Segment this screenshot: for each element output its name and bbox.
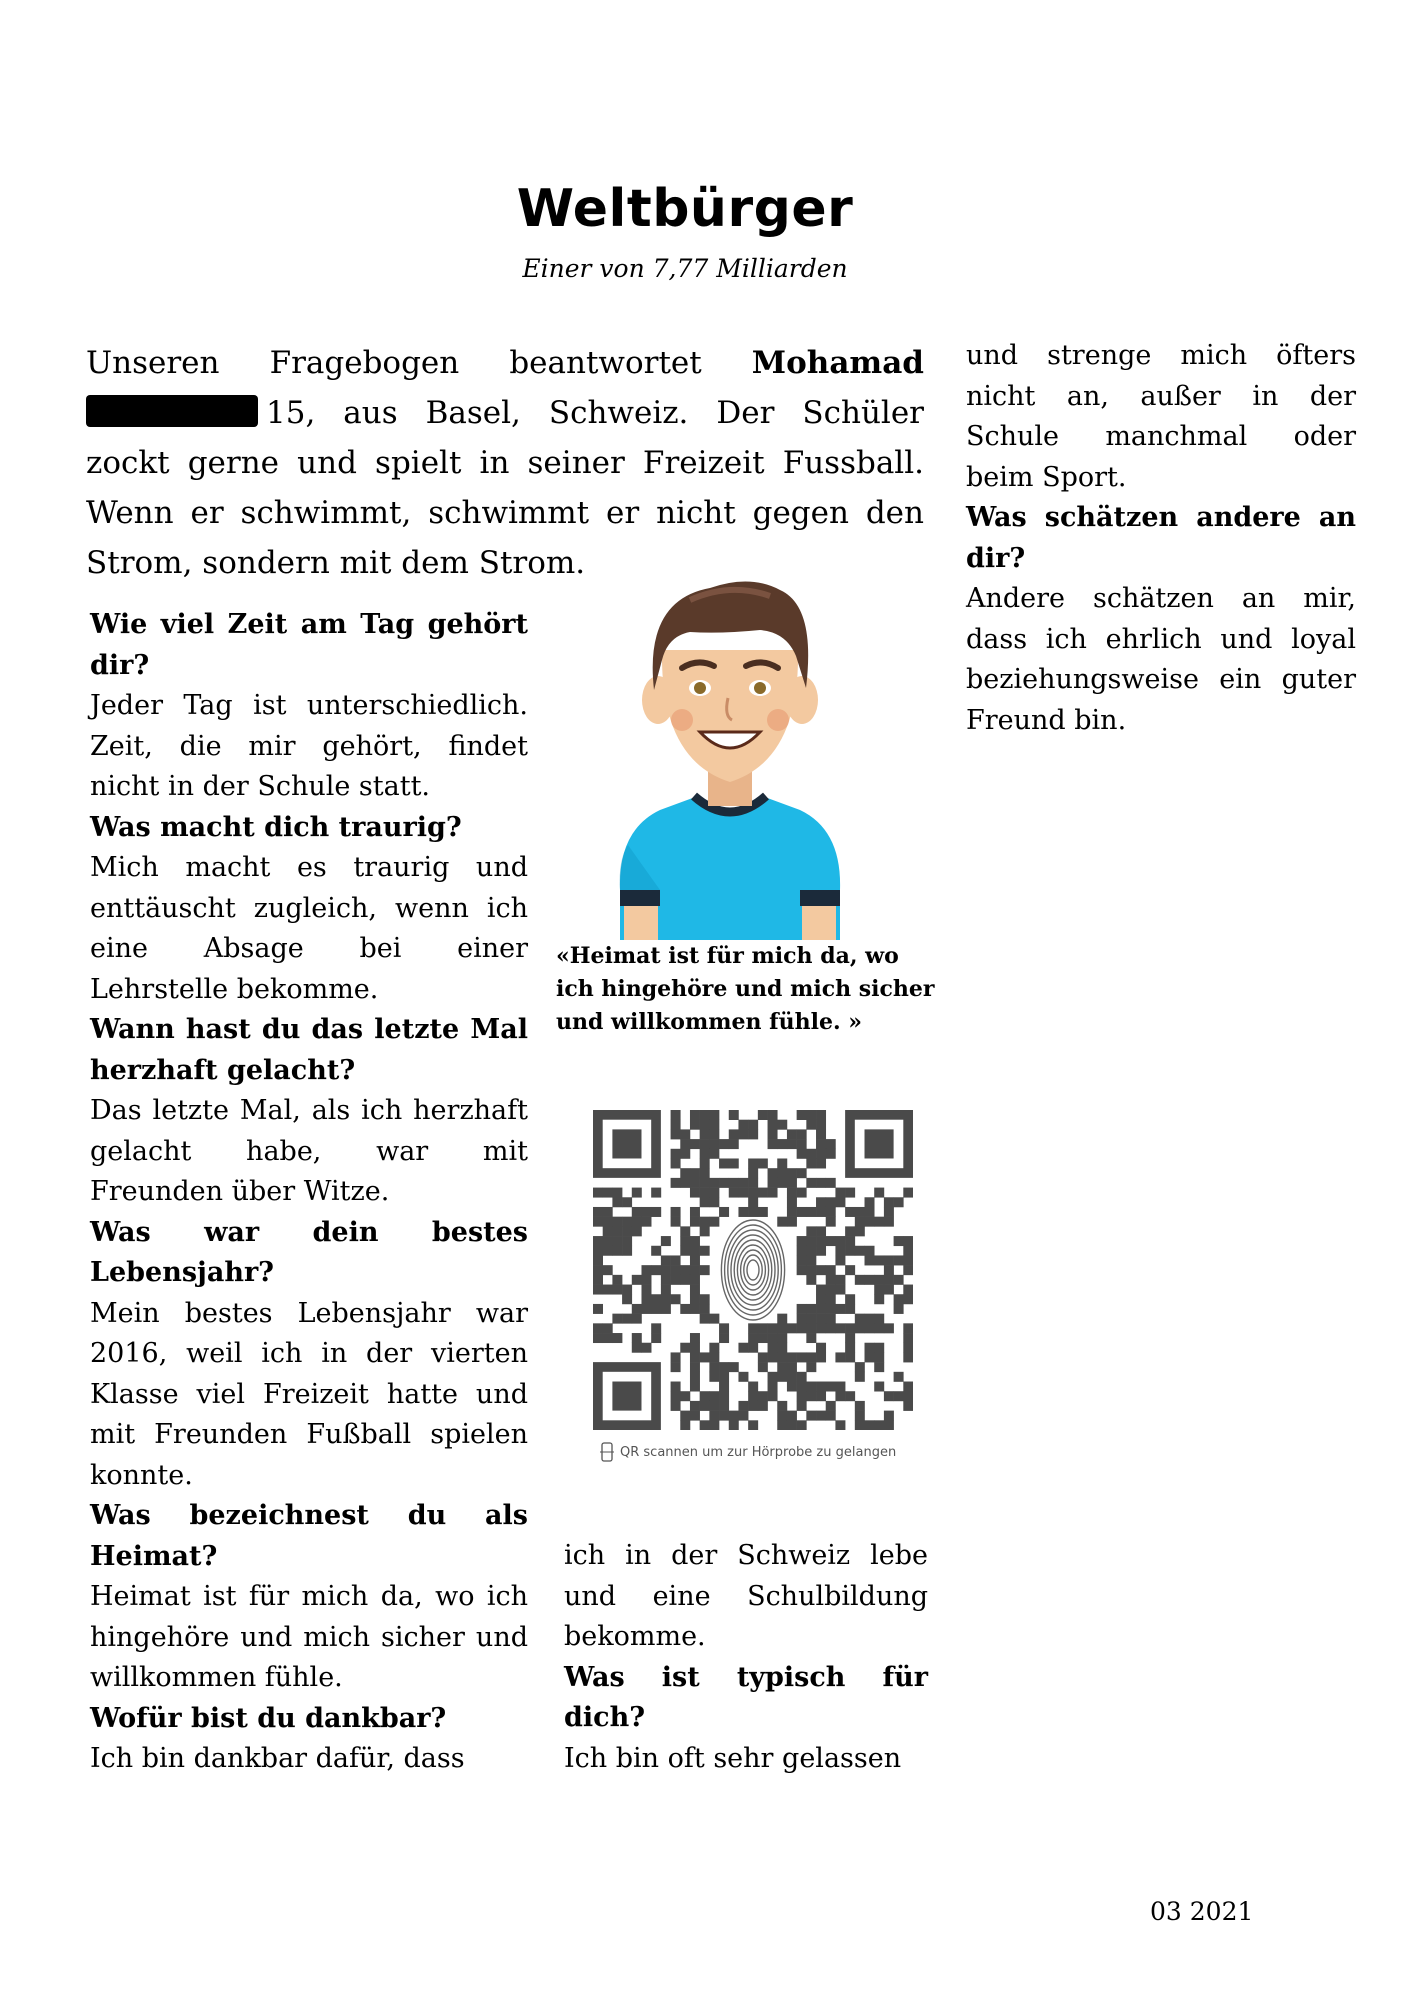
intro-lead: Unseren Fragebogen beantwortet (86, 345, 702, 381)
question: Was ist typisch für dich? (564, 1661, 928, 1733)
question: Was macht dich traurig? (90, 811, 462, 843)
answer: Mich macht es traurig und enttäuscht zugleich, wenn ich eine Absage bei einer Lehrstelle bekomme. (90, 852, 528, 1005)
answer: Jeder Tag ist unterschiedlich. Zeit, die mir gehört, findet nicht in der Schule statt. (90, 690, 528, 802)
question: Was bezeichnest du als Heimat? (90, 1500, 528, 1572)
issue-date: 03 2021 (1150, 1897, 1254, 1926)
question: Wie viel Zeit am Tag gehört dir? (90, 609, 528, 681)
answer-continuation: und strenge mich öfters nicht an, außer in der Schule manchmal oder beim Sport. (966, 340, 1356, 493)
page-subtitle: Einer von 7,77 Milliarden (522, 254, 848, 283)
answer: Andere schätzen an mir, dass ich ehrlich und loyal beziehungsweise ein guter Freund bin. (966, 583, 1356, 736)
question: Wofür bist du dankbar? (90, 1702, 447, 1734)
answer: Ich bin dankbar dafür, dass (90, 1743, 465, 1774)
avatar-illustration (590, 560, 870, 940)
redacted-surname (86, 395, 258, 427)
question: Was war dein bestes Lebensjahr? (90, 1216, 528, 1288)
pull-quote: «Heimat ist für mich da, wo ich hingehöre und mich sicher und willkommen fühle. » (556, 943, 935, 1035)
answer-continuation: ich in der Schweiz lebe und eine Schulbildung bekomme. (564, 1540, 928, 1652)
phone-scan-icon (600, 1442, 614, 1462)
intro-name: Mohamad (751, 345, 924, 381)
qa-column-1 (90, 605, 528, 1780)
question: Wann hast du das letzte Mal herzhaft gelacht? (90, 1014, 528, 1086)
answer: Das letzte Mal, als ich herzhaft gelacht habe, war mit Freunden über Witze. (90, 1095, 528, 1207)
qa-column-2 (564, 1536, 928, 1779)
page-title: Weltbürger (516, 179, 854, 239)
qa-column-3 (966, 336, 1356, 741)
answer: Ich bin oft sehr gelassen (564, 1742, 902, 1774)
qr-caption-text: QR scannen um zur Hörprobe zu gelangen (620, 1444, 897, 1460)
intro-paragraph (86, 338, 924, 588)
qr-code[interactable] (593, 1110, 913, 1430)
intro-rest: 15, aus Basel, Schweiz. Der Schüler zockt gerne und spielt in seiner Freizeit Fussball. Wenn er schwimmt, schwimmt er nicht gegen den Strom, sondern mit dem Strom. (86, 395, 924, 581)
answer: Mein bestes Lebensjahr war 2016, weil ich in der vierten Klasse viel Freizeit hatte und mit Freunden Fußball spielen konnte. (90, 1297, 528, 1491)
question: Was schätzen andere an dir? (966, 502, 1356, 574)
qr-caption (600, 1442, 940, 1462)
answer: Heimat ist für mich da, wo ich hingehöre und mich sicher und willkommen fühle. (90, 1581, 528, 1693)
